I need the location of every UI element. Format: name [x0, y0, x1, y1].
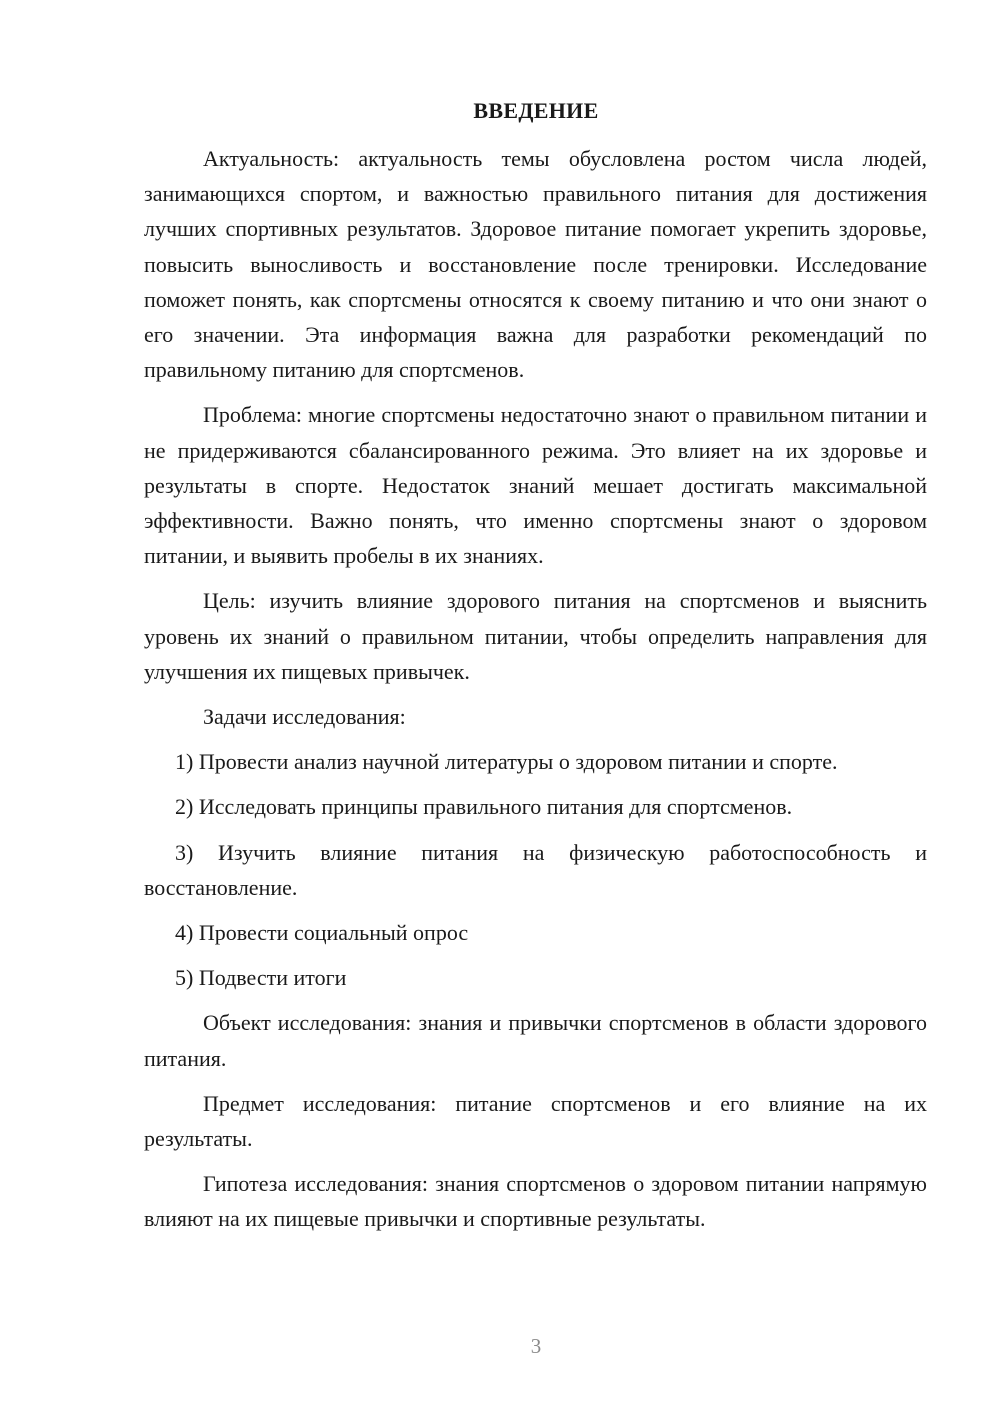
task-item: 4) Провести социальный опрос	[175, 920, 469, 946]
relevance-paragraph: Актуальность: актуальность темы обусловлена ростом числа людей, занимающихся спортом, и важностью правильного питания для достижения лучших спортивных результатов. Здоровое питание помогает укрепить здоровье, повысить выносливость и восстановление после тренировки. Исследование поможет понять, как спортсмены относятся к своему питанию и что они знают о его значении. Эта информация важна для разработки рекомендаций по правильному питанию для спортсменов.	[144, 146, 927, 383]
tasks-heading: Задачи исследования:	[203, 704, 406, 730]
object-paragraph: Объект исследования: знания и привычки спортсменов в области здорового питания.	[144, 1010, 927, 1071]
task-item: 2) Исследовать принципы правильного питания для спортсменов.	[175, 794, 793, 820]
section-body	[144, 141, 927, 1237]
task-item: 5) Подвести итоги	[175, 965, 347, 991]
problem-paragraph: Проблема: многие спортсмены недостаточно знают о правильном питании и не придерживаются сбалансированного режима. Это влияет на их здоровье и результаты в спорте. Недостаток знаний мешает достигать максимальной эффективности. Важно понять, что именно спортсмены знают о здоровом питании, и выявить пробелы в их знаниях.	[144, 402, 927, 569]
page-number: 3	[530, 1334, 542, 1358]
subject-paragraph: Предмет исследования: питание спортсменов и его влияние на их результаты.	[144, 1090, 927, 1152]
goal-paragraph: Цель: изучить влияние здорового питания на спортсменов и выяснить уровень их знаний о правильном питании, чтобы определить направления для улучшения их пищевых привычек.	[144, 588, 927, 684]
hypothesis-paragraph: Гипотеза исследования: знания спортсменов о здоровом питании напрямую влияют на их пищевые привычки и спортивные результаты.	[144, 1171, 927, 1232]
task-item: 1) Провести анализ научной литературы о здоровом питании и спорте.	[175, 749, 838, 775]
section-title: ВВЕДЕНИЕ	[473, 98, 599, 123]
task-item: 3) Изучить влияние питания на физическую работоспособность и восстановление.	[144, 839, 927, 900]
